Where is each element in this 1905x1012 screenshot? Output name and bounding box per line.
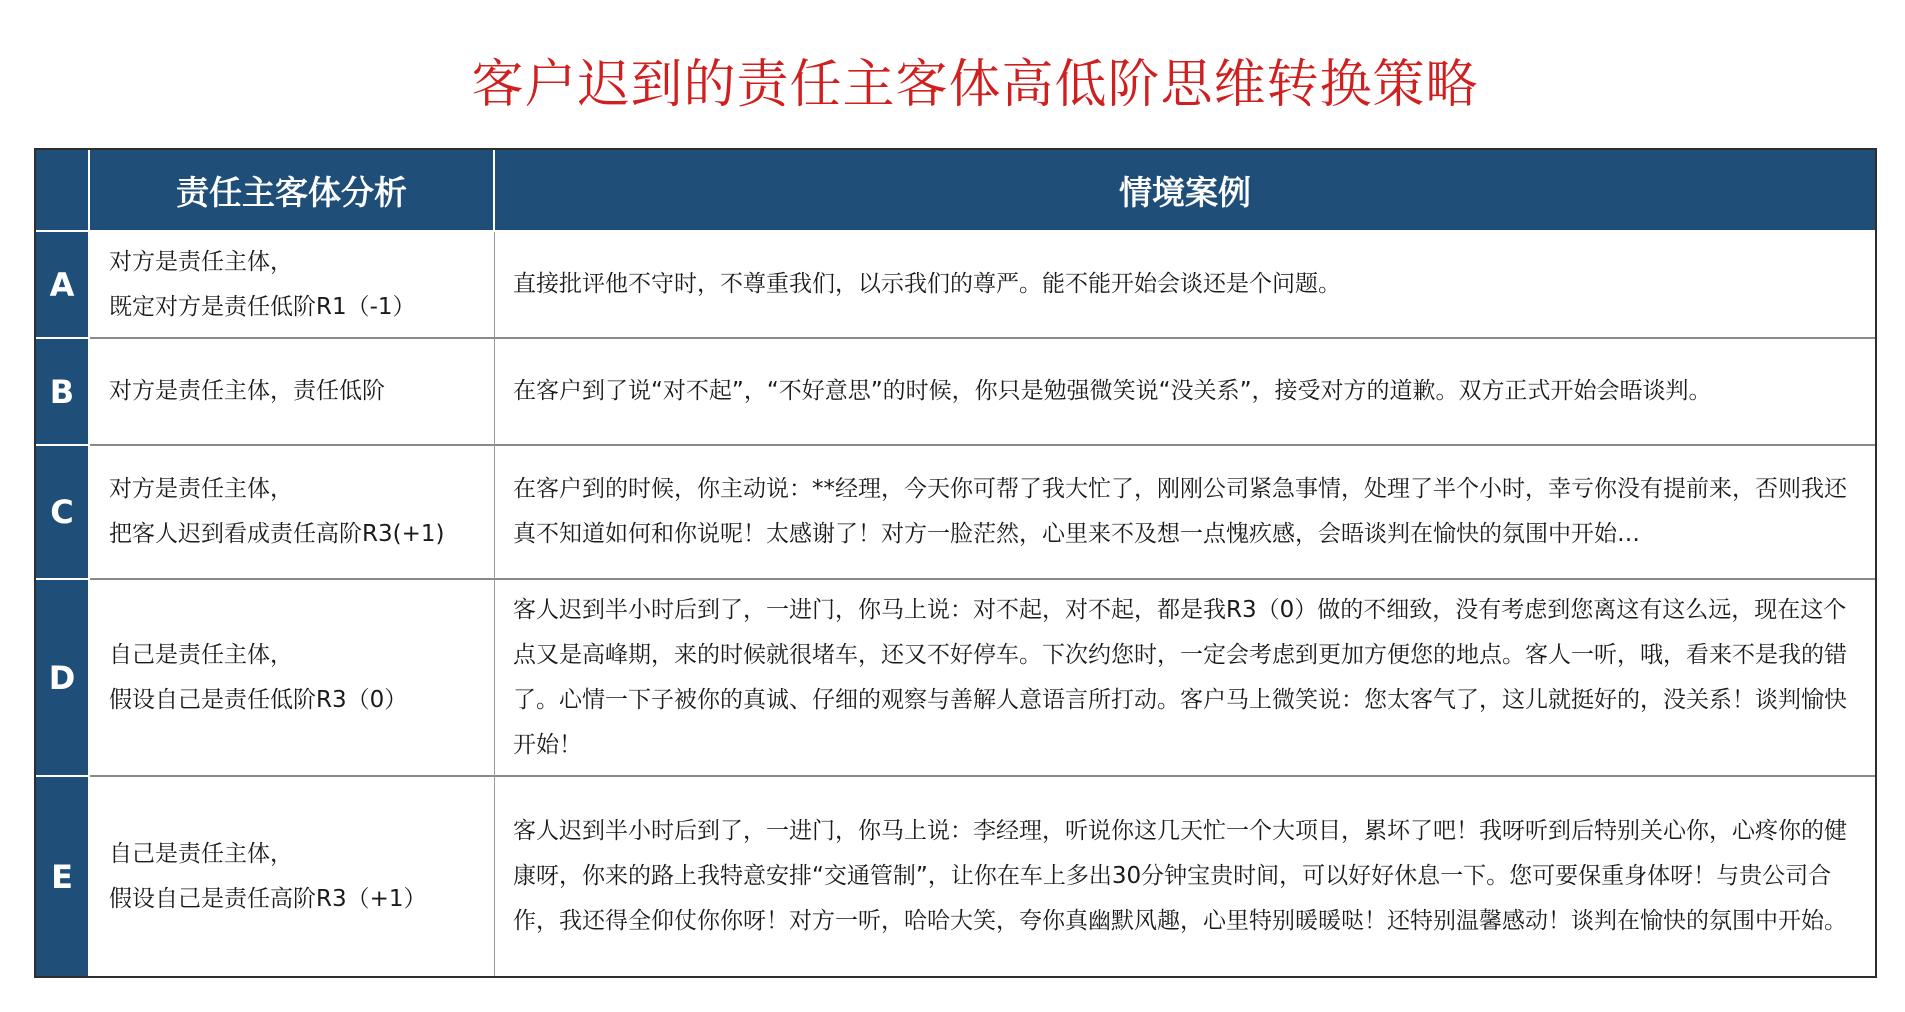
row-letter-c: C	[36, 446, 90, 580]
analysis-cell-b: 对方是责任主体，责任低阶	[90, 339, 495, 446]
header-analysis: 责任主客体分析	[90, 150, 495, 232]
example-cell-e: 客人迟到半小时后到了，一进门，你马上说：李经理，听说你这几天忙一个大项目，累坏了吧！我呀听到后特别关心你，心疼你的健康呀，你来的路上我特意安排“交通管制”，让你在车上多出30分钟宝贵时间，可以好好休息一下。您可要保重身体呀！与贵公司合作，我还得全仰仗你你呀！对方一听，哈哈大笑，夸你真幽默风趣，心里特别暖暖哒！还特别温馨感动！谈判在愉快的氛围中开始。	[513, 818, 1847, 934]
row-letter-b: B	[36, 339, 90, 446]
example-cell-d: 客人迟到半小时后到了，一进门，你马上说：对不起，对不起，都是我R3（0）做的不细致，没有考虑到您离这有这么远，现在这个点又是高峰期，来的时候就很堵车，还又不好停车。下次约您时，一定会考虑到更加方便您的地点。客人一听，哦，看来不是我的错了。心情一下子被你的真诚、仔细的观察与善解人意语言所打动。客户马上微笑说：您太客气了，这儿就挺好的，没关系！谈判愉快开始！	[495, 580, 1875, 777]
example-cell-b: 在客户到了说“对不起”，“不好意思”的时候，你只是勉强微笑说“没关系”，接受对方的道歉。双方正式开始会晤谈判。	[495, 339, 1875, 446]
row-letter-d: D	[36, 580, 90, 777]
example-cell-c: 在客户到的时候，你主动说：**经理，今天你可帮了我大忙了，刚刚公司紧急事情，处理了半个小时，幸亏你没有提前来，否则我还真不知道如何和你说呢！太感谢了！对方一脸茫然，心里来不及想一点愧疚感，会晤谈判在愉快的氛围中开始…	[495, 446, 1875, 580]
analysis-cell-d: 自己是责任主体， 假设自己是责任低阶R3（0）	[90, 580, 495, 777]
analysis-cell-e: 自己是责任主体， 假设自己是责任高阶R3（+1）	[90, 777, 495, 976]
analysis-cell-a: 对方是责任主体， 既定对方是责任低阶R1（-1）	[90, 232, 495, 339]
header-example: 情境案例	[495, 150, 1875, 232]
page-title: 客户迟到的责任主客体高低阶思维转换策略	[471, 55, 1479, 115]
row-letter-e: E	[36, 777, 90, 976]
strategy-table	[34, 148, 1877, 978]
header-corner-cell	[36, 150, 90, 232]
example-cell-a: 直接批评他不守时，不尊重我们，以示我们的尊严。能不能开始会谈还是个问题。	[495, 232, 1875, 339]
analysis-cell-c: 对方是责任主体， 把客人迟到看成责任高阶R3(+1)	[90, 446, 495, 580]
row-letter-a: A	[36, 232, 90, 339]
